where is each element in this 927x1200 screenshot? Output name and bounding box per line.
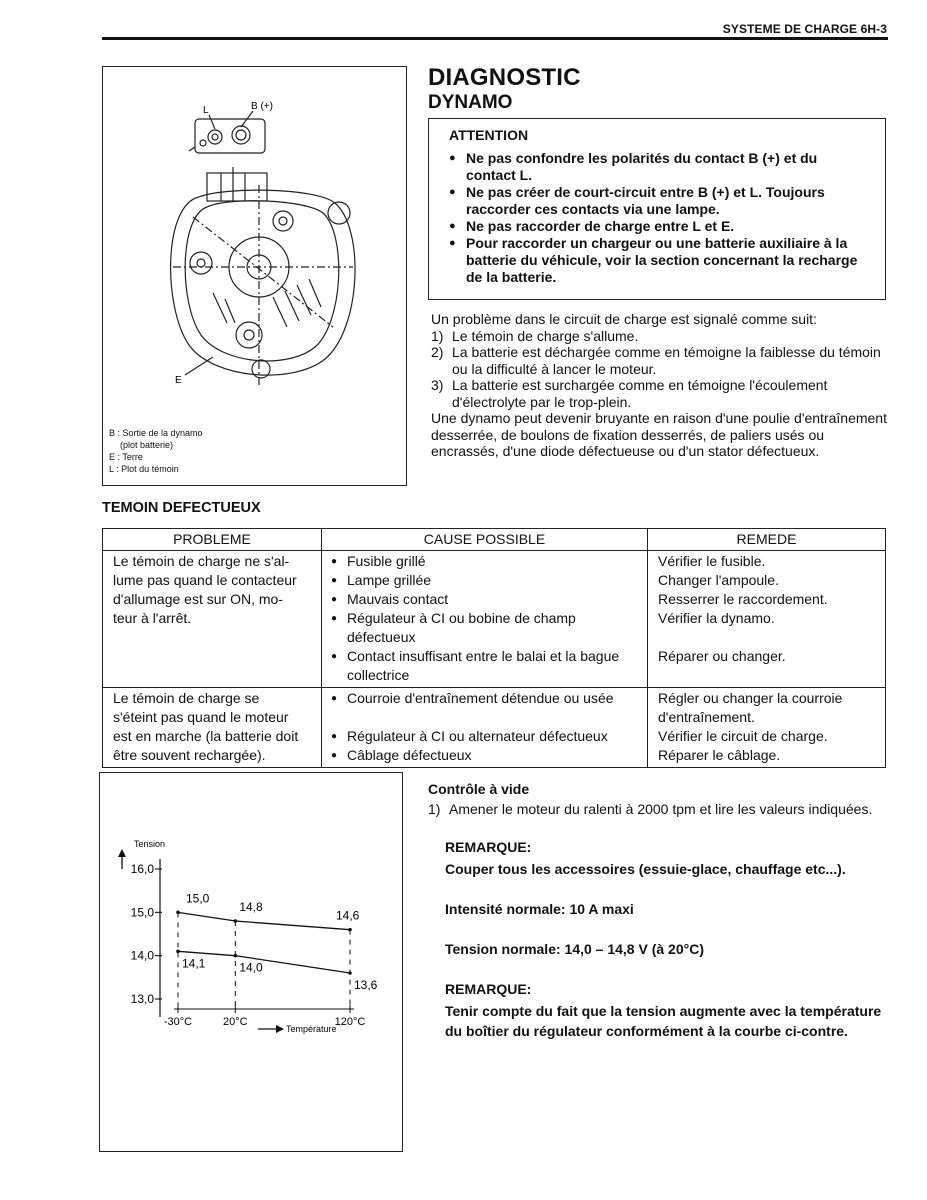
attention-title: ATTENTION — [449, 127, 529, 143]
remedy-item: Réparer le câblage. — [658, 747, 781, 763]
remedy-item: Vérifier le fusible. — [658, 553, 766, 569]
y-tick-label: 14,0 — [130, 948, 154, 963]
cause-item: ● Régulateur à CI ou bobine de champ défectueux — [332, 609, 639, 647]
data-point — [176, 911, 180, 915]
remark-title: REMARQUE: — [445, 839, 532, 855]
data-point — [348, 928, 352, 932]
remark-text: Couper tous les accessoires (essuie-glace, chauffage etc...). — [445, 861, 846, 877]
remedy-item: Resserrer le raccordement. — [658, 591, 828, 607]
alternator-drawing — [103, 67, 406, 485]
data-label: 14,1 — [182, 956, 206, 971]
symptom-item — [431, 377, 887, 410]
normal-intensity: Intensité normale: 10 A maxi — [445, 901, 634, 917]
remedy-item: Régler ou changer la courroie d'entraînement. — [658, 690, 843, 725]
remedy-item: Vérifier le circuit de charge. — [658, 728, 828, 744]
remedy-item: Vérifier la dynamo. — [658, 610, 775, 626]
item-text: La batterie est déchargée comme en témoigne la faiblesse du témoin ou la difficulté à lancer le moteur. — [452, 344, 881, 377]
idle-check — [428, 779, 888, 1041]
voltage-graph — [99, 772, 403, 1152]
attention-list — [449, 150, 869, 286]
x-tick-label: -30°C — [163, 1016, 193, 1028]
column-header: REMEDE — [648, 529, 886, 551]
data-label: 14,8 — [239, 900, 263, 914]
alternator-figure — [102, 66, 407, 486]
spacer — [658, 628, 877, 647]
cause-item: ● Régulateur à CI ou alternateur défectueux — [332, 727, 639, 746]
callout-l: L — [203, 105, 209, 116]
remark-text: Tenir compte du fait que la tension augmente avec la température du boîtier du régulateur conformément à la courbe ci-contre. — [445, 1003, 882, 1039]
idle-check-title: Contrôle à vide — [428, 781, 530, 797]
table-header-row — [103, 529, 886, 551]
y-tick-label: 16,0 — [130, 862, 154, 876]
problem-line: Le témoin de charge se — [113, 690, 260, 706]
problem-line: être souvent rechargée). — [113, 747, 266, 763]
x-axis-label: Température — [286, 1024, 337, 1034]
legend-line: (plot batterie) — [120, 440, 174, 450]
cause-item: ● Mauvais contact — [332, 590, 639, 609]
idle-check-step — [428, 799, 888, 819]
data-label: 13,6 — [354, 978, 378, 992]
cause-cell — [322, 551, 648, 688]
figure-legend — [109, 427, 203, 475]
problem-line: lume pas quand le contacteur — [113, 572, 297, 588]
callout-e: E — [175, 375, 182, 386]
cause-item: ● Courroie d'entraînement détendue ou usée — [332, 689, 639, 708]
item-text: Le témoin de charge s'allume. — [452, 327, 639, 344]
connector-plug — [195, 119, 265, 153]
section-subtitle: DYNAMO — [428, 92, 513, 113]
y-tick-label: 13,0 — [130, 992, 154, 1006]
item-text: La batterie est surchargée comme en témoigne l'écoulement d'électrolyte par le trop-plein. — [452, 377, 828, 410]
step-number: 1) — [428, 801, 441, 817]
remedy-cell — [648, 688, 886, 768]
normal-voltage: Tension normale: 14,0 – 14,8 V (à 20°C) — [445, 941, 704, 957]
data-label: 14,6 — [336, 908, 360, 923]
legend-line: B : Sortie de la dynamo — [109, 428, 203, 438]
data-point — [234, 954, 238, 958]
attention-item: ● Ne pas confondre les polarités du contact B (+) et du contact L. — [449, 150, 869, 184]
cause-item: ● Lampe grillée — [332, 571, 639, 590]
chart-svg — [100, 773, 402, 1151]
problem-line: Le témoin de charge ne s'al- — [113, 553, 290, 569]
symptom-item — [431, 344, 887, 377]
diagnostic-intro — [431, 311, 887, 460]
troubleshooting-table — [102, 528, 886, 768]
table-row — [103, 688, 886, 768]
problem-line: s'éteint pas quand le moteur — [113, 709, 289, 725]
remedy-item: Changer l'ampoule. — [658, 572, 779, 588]
cause-item: ● Câblage défectueux — [332, 746, 639, 765]
header-rule — [102, 37, 888, 40]
data-point — [176, 950, 180, 954]
legend-line: L : Plot du témoin — [109, 464, 179, 474]
running-header: SYSTEME DE CHARGE 6H-3 — [722, 22, 887, 36]
remedy-item: Réparer ou changer. — [658, 648, 786, 664]
cause-item: ● Contact insuffisant entre le balai et la bague collectrice — [332, 647, 639, 685]
remedy-cell — [648, 551, 886, 688]
legend-line: E : Terre — [109, 452, 143, 462]
x-axis-arrowhead — [276, 1025, 284, 1033]
column-header: PROBLEME — [103, 529, 322, 551]
intro-text: Un problème dans le circuit de charge est signalé comme suit: — [431, 311, 817, 327]
callout-b: B (+) — [251, 101, 273, 112]
attention-item: ● Ne pas créer de court-circuit entre B (+) et L. Toujours raccorder ces contacts via une lampe. — [449, 184, 869, 218]
spacer — [332, 708, 639, 727]
table-title: TEMOIN DEFECTUEUX — [102, 500, 261, 516]
problem-line: teur à l'arrêt. — [113, 610, 192, 626]
attention-item: ● Pour raccorder un chargeur ou une batterie auxiliaire à la batterie du véhicule, voir la section concernant la recharge de la batterie. — [449, 235, 869, 286]
section-title: DIAGNOSTIC — [428, 64, 581, 91]
data-point — [234, 919, 238, 923]
series-line — [178, 912, 350, 929]
attention-box — [428, 118, 886, 300]
step-text: Amener le moteur du ralenti à 2000 tpm et lire les valeurs indiquées. — [449, 801, 873, 817]
data-label: 14,0 — [239, 960, 263, 975]
noise-paragraph: Une dynamo peut devenir bruyante en raison d'une poulie d'entraînement desserrée, de boulons de fixation desserrés, de paliers usés ou encrassés, d'une diode défectueuse ou d'un stator défectueux. — [431, 410, 887, 459]
problem-cell — [103, 688, 322, 768]
item-number: 2) — [431, 344, 444, 360]
item-number: 3) — [431, 377, 444, 393]
data-point — [348, 971, 352, 975]
cause-cell — [322, 688, 648, 768]
cause-item: ● Fusible grillé — [332, 552, 639, 571]
column-header: CAUSE POSSIBLE — [322, 529, 648, 551]
problem-line: est en marche (la batterie doit — [113, 728, 299, 744]
data-label: 15,0 — [186, 891, 210, 906]
problem-cell — [103, 551, 322, 688]
remark-title: REMARQUE: — [445, 981, 532, 997]
y-tick-label: 15,0 — [130, 905, 154, 920]
x-tick-label: 120°C — [334, 1016, 366, 1028]
x-tick-label: 20°C — [223, 1016, 248, 1028]
y-axis-arrowhead — [118, 849, 126, 857]
attention-item: ● Ne pas raccorder de charge entre L et E. — [449, 218, 869, 235]
y-axis-label: Tension — [134, 839, 166, 849]
problem-line: d'allumage est sur ON, mo- — [113, 591, 283, 607]
symptom-item — [431, 328, 887, 345]
table-row — [103, 551, 886, 688]
item-number: 1) — [431, 327, 444, 344]
